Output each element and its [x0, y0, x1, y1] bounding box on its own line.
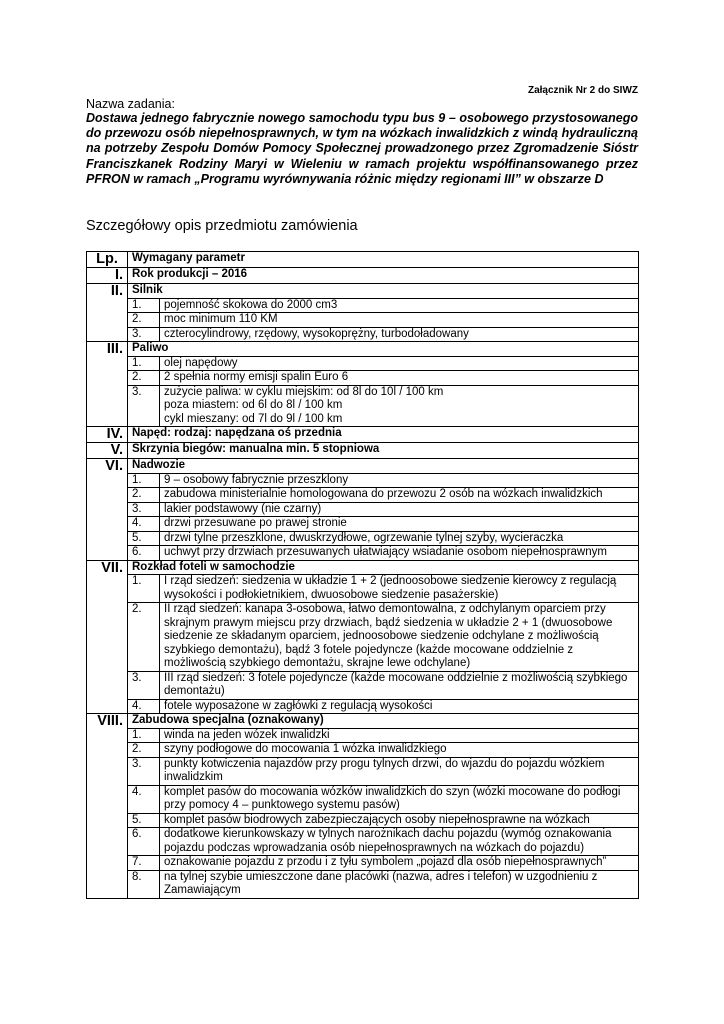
item-text — [160, 813, 639, 828]
item-number: 6. — [128, 828, 160, 856]
item-text-line: czterocylindrowy, rzędowy, wysokoprężny, turbodoładowany — [164, 327, 469, 340]
param-header: Wymagany parametr — [128, 252, 639, 268]
section-title: Silnik — [128, 284, 639, 299]
section-row — [87, 342, 639, 357]
item-text-line: fotele wyposażone w zagłówki z regulacją wysokości — [164, 699, 433, 712]
item-text-line: drzwi tylne przeszklone, dwuskrzydłowe, ogrzewanie tylnej szyby, wycieraczka — [164, 531, 564, 544]
item-row — [87, 298, 639, 313]
item-row — [87, 356, 639, 371]
item-row — [87, 546, 639, 561]
item-text — [160, 356, 639, 371]
item-text-line: oznakowanie pojazdu z przodu i z tyłu symbolem „pojazd dla osób niepełnosprawnych” — [164, 856, 607, 868]
item-text-line: zabudowa ministerialnie homologowana do przewozu 2 osób na wózkach inwalidzkich — [164, 488, 603, 500]
item-row — [87, 327, 639, 342]
item-text — [160, 671, 639, 699]
task-label: Nazwa zadania: — [86, 97, 175, 111]
item-text-line: 2 spełnia normy emisji spalin Euro 6 — [164, 371, 349, 383]
item-number: 1. — [128, 473, 160, 488]
item-text — [160, 728, 639, 743]
item-row — [87, 502, 639, 517]
item-row — [87, 757, 639, 785]
item-text-line: punkty kotwiczenia najazdów przy progu tylnych drzwi, do wjazdu do pojazdu wózkiem inwalidzkim — [164, 757, 605, 783]
item-text-line: lakier podstawowy (nie czarny) — [164, 502, 322, 515]
item-row — [87, 517, 639, 532]
item-text — [160, 502, 639, 517]
section-title: Napęd: rodzaj: napędzana oś przednia — [128, 427, 639, 443]
item-number: 1. — [128, 298, 160, 313]
item-number: 2. — [128, 313, 160, 328]
item-number: 2. — [128, 488, 160, 503]
item-text — [160, 699, 639, 714]
item-number: 8. — [128, 870, 160, 898]
section-row — [87, 443, 639, 459]
item-text — [160, 757, 639, 785]
spec-table — [86, 251, 639, 899]
item-text-line: uchwyt przy drzwiach przesuwanych ułatwiający wsiadanie osobom niepełnosprawnym — [164, 546, 607, 558]
section-row — [87, 268, 639, 284]
item-text-line: zużycie paliwa: w cyklu miejskim: od 8l do 10l / 100 km — [164, 385, 444, 398]
item-row — [87, 488, 639, 503]
item-number: 3. — [128, 757, 160, 785]
section-title: Rok produkcji – 2016 — [128, 268, 639, 284]
item-number: 3. — [128, 327, 160, 342]
item-text-line: pojemność skokowa do 2000 cm3 — [164, 298, 338, 311]
item-text — [160, 546, 639, 561]
section-title: Zabudowa specjalna (oznakowany) — [128, 714, 639, 729]
section-number: VII. — [87, 560, 128, 714]
item-text-line: cykl mieszany: od 7l do 9l / 100 km — [164, 412, 343, 425]
item-text — [160, 385, 639, 427]
section-row — [87, 560, 639, 575]
item-text-line: winda na jeden wózek inwalidzki — [164, 728, 330, 741]
section-row — [87, 714, 639, 729]
item-text-line: II rząd siedzeń: kanapa 3-osobowa, łatwo demontowalna, z odchylanym oparciem przy skrajnym prawym miejscu przy drzwiach, bądź siedzenia w układzie 2 + 1 (dwuosobowe siedzenie ze składanym oparciem, jednoosobowe siedzenie odchylane z możliwością szybkiego demontażu), bądź 3 fotele pojedyncze (każde mocowane oddzielnie z możliwością szybkiego demontażu, skrajne lewe odchylane) — [164, 603, 613, 669]
item-row — [87, 743, 639, 758]
item-number: 5. — [128, 531, 160, 546]
item-text — [160, 473, 639, 488]
item-text — [160, 856, 639, 871]
section-number: V. — [87, 443, 128, 459]
item-number: 5. — [128, 813, 160, 828]
item-text — [160, 488, 639, 503]
item-text-line: drzwi przesuwane po prawej stronie — [164, 517, 347, 529]
item-text — [160, 828, 639, 856]
section-number: I. — [87, 268, 128, 284]
item-row — [87, 856, 639, 871]
section-number: VIII. — [87, 714, 128, 899]
item-text-line: moc minimum 110 KM — [164, 313, 278, 325]
table-header-row — [87, 252, 639, 268]
item-row — [87, 828, 639, 856]
item-number: 4. — [128, 699, 160, 714]
section-heading: Szczegółowy opis przedmiotu zamówienia — [86, 218, 358, 234]
item-number: 1. — [128, 575, 160, 603]
item-number: 3. — [128, 385, 160, 427]
item-row — [87, 671, 639, 699]
item-text — [160, 575, 639, 603]
item-text-line: na tylnej szybie umieszczone dane placówki (nazwa, adres i telefon) w uzgodnieniu z Zamawiającym — [164, 870, 598, 896]
item-number: 3. — [128, 671, 160, 699]
section-row — [87, 427, 639, 443]
item-text-line: dodatkowe kierunkowskazy w tylnych narożnikach dachu pojazdu (wymóg oznakowania pojazdu podczas wprowadzania osób niepełnosprawnych na wózkach do pojazdu) — [164, 828, 612, 854]
item-row — [87, 728, 639, 743]
section-title: Skrzynia biegów: manualna min. 5 stopniowa — [128, 443, 639, 459]
item-text-line: komplet pasów biodrowych zabezpieczających osoby niepełnosprawne na wózkach — [164, 813, 590, 826]
item-number: 4. — [128, 785, 160, 813]
item-text-line: I rząd siedzeń: siedzenia w układzie 1 + 2 (jednoosobowe siedzenie kierowcy z regulacją wysokości i podłokietnikiem, dwuosobowe siedzenie pasażerskie) — [164, 575, 617, 601]
item-row — [87, 813, 639, 828]
section-number: II. — [87, 284, 128, 342]
item-row — [87, 603, 639, 672]
item-text — [160, 371, 639, 386]
item-text-line: komplet pasów do mocowania wózków inwalidzkich do szyn (wózki mocowane do podłogi przy pomocy 4 – punktowego systemu pasów) — [164, 785, 621, 811]
item-text — [160, 531, 639, 546]
lp-header: Lp. — [87, 252, 128, 268]
item-row — [87, 473, 639, 488]
item-text — [160, 313, 639, 328]
item-row — [87, 385, 639, 427]
item-text — [160, 603, 639, 672]
annex-label: Załącznik Nr 2 do SIWZ — [527, 85, 638, 96]
item-text-line: olej napędowy — [164, 356, 238, 369]
item-text — [160, 517, 639, 532]
item-number: 7. — [128, 856, 160, 871]
item-text-line: 9 – osobowy fabrycznie przeszklony — [164, 473, 349, 486]
section-number: III. — [87, 342, 128, 427]
item-row — [87, 371, 639, 386]
item-text — [160, 870, 639, 898]
section-row — [87, 459, 639, 474]
section-title: Paliwo — [128, 342, 639, 357]
item-text — [160, 298, 639, 313]
item-text-line: poza miastem: od 6l do 8l / 100 km — [164, 399, 343, 411]
section-title: Rozkład foteli w samochodzie — [128, 560, 639, 575]
item-row — [87, 575, 639, 603]
item-number: 2. — [128, 371, 160, 386]
item-row — [87, 870, 639, 898]
item-text — [160, 785, 639, 813]
item-row — [87, 785, 639, 813]
section-number: VI. — [87, 459, 128, 561]
item-text-line: szyny podłogowe do mocowania 1 wózka inwalidzkiego — [164, 743, 447, 755]
item-text-line: III rząd siedzeń: 3 fotele pojedyncze (każde mocowane oddzielnie z możliwością szybkiego demontażu) — [164, 671, 628, 697]
item-number: 1. — [128, 356, 160, 371]
item-text — [160, 743, 639, 758]
item-number: 3. — [128, 502, 160, 517]
task-title: Dostawa jednego fabrycznie nowego samochodu typu bus 9 – osobowego przystosowanego do przewozu osób niepełnosprawnych, w tym na wózkach inwalidzkich z windą hydrauliczną na potrzeby Zespołu Domów Pomocy Społecznej prowadzonego przez Zgromadzenie Sióstr Franciszkanek Rodziny Maryi w Wieleniu w ramach projektu współfinansowanego przez PFRON w ramach „Programu wyrównywania różnic między regionami III” w obszarze D — [86, 111, 638, 186]
section-number: IV. — [87, 427, 128, 443]
item-number: 6. — [128, 546, 160, 561]
item-text — [160, 327, 639, 342]
section-title: Nadwozie — [128, 459, 639, 474]
item-row — [87, 699, 639, 714]
item-number: 2. — [128, 743, 160, 758]
item-number: 4. — [128, 517, 160, 532]
item-number: 2. — [128, 603, 160, 672]
item-row — [87, 313, 639, 328]
item-row — [87, 531, 639, 546]
section-row — [87, 284, 639, 299]
item-number: 1. — [128, 728, 160, 743]
